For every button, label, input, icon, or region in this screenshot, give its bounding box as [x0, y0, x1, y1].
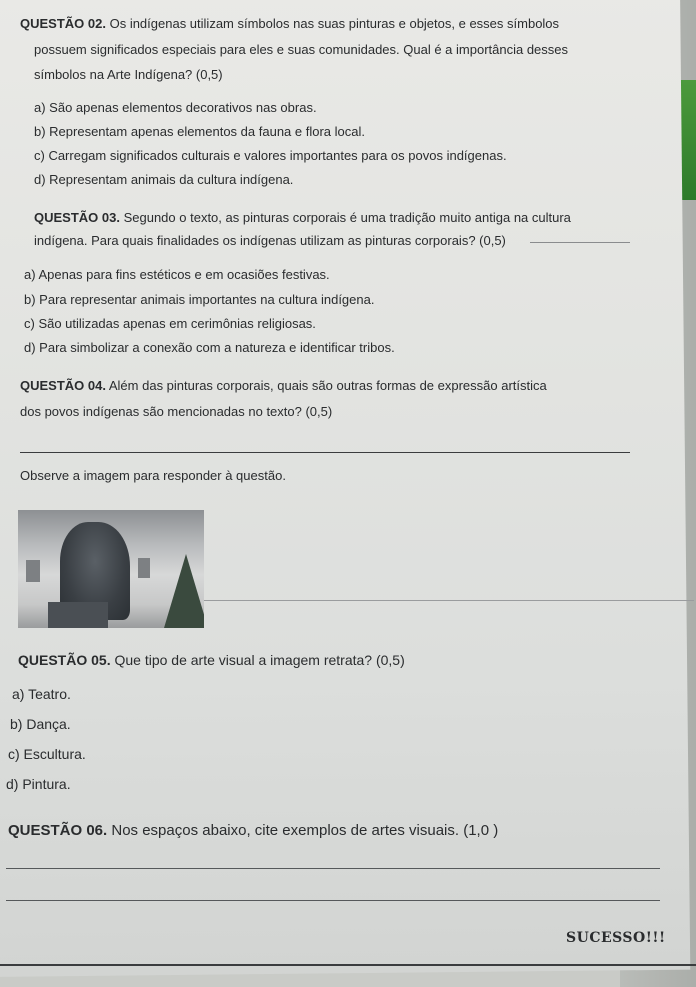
q04-line2: dos povos indígenas são mencionadas no texto? (0,5) — [20, 404, 333, 419]
answer-line — [530, 242, 630, 243]
q05-text1: Que tipo de arte visual a imagem retrata? (0,5) — [114, 652, 405, 668]
answer-line — [6, 868, 660, 869]
q05-option-b: b) Dança. — [10, 716, 71, 732]
q02-title: QUESTÃO 02. — [20, 16, 106, 31]
q03-option-b: b) Para representar animais importantes na cultura indígena. — [24, 292, 375, 307]
q04-text1: Além das pinturas corporais, quais são outras formas de expressão artística — [108, 378, 547, 393]
q04-title: QUESTÃO 04. — [20, 378, 106, 393]
q03-option-d: d) Para simbolizar a conexão com a natureza e identificar tribos. — [24, 340, 395, 355]
q03-line1 — [34, 210, 571, 226]
q04-line1 — [20, 378, 547, 394]
q03-title: QUESTÃO 03. — [34, 210, 120, 225]
q05-option-a: a) Teatro. — [12, 686, 71, 702]
observe-instruction: Observe a imagem para responder à questão. — [20, 468, 286, 483]
q05-title: QUESTÃO 05. — [18, 652, 111, 668]
q03-line2: indígena. Para quais finalidades os indígenas utilizam as pinturas corporais? (0,5) — [34, 233, 506, 248]
q03-text1: Segundo o texto, as pinturas corporais é uma tradição muito antiga na cultura — [123, 210, 571, 225]
q02-option-d: d) Representam animais da cultura indígena. — [34, 172, 294, 187]
q02-line3: símbolos na Arte Indígena? (0,5) — [34, 67, 223, 82]
q02-option-a: a) São apenas elementos decorativos nas obras. — [34, 100, 317, 115]
photo-window — [138, 558, 150, 578]
q03-option-c: c) São utilizadas apenas em cerimônias religiosas. — [24, 316, 316, 331]
q05-option-c: c) Escultura. — [8, 746, 86, 762]
answer-line — [204, 600, 694, 601]
success-message: SUCESSO!!! — [566, 930, 666, 946]
sculpture-photo — [18, 510, 204, 628]
q06-line1 — [8, 822, 498, 840]
tree — [164, 554, 204, 628]
q02-text1: Os indígenas utilizam símbolos nas suas pinturas e objetos, e esses símbolos — [109, 16, 560, 31]
q06-text1: Nos espaços abaixo, cite exemplos de artes visuais. (1,0 ) — [111, 822, 499, 839]
q02-option-b: b) Representam apenas elementos da fauna e flora local. — [34, 124, 365, 139]
photo-window — [26, 560, 40, 582]
q05-option-d: d) Pintura. — [6, 776, 71, 792]
answer-line — [6, 900, 660, 901]
statue-base — [48, 602, 108, 628]
q06-title: QUESTÃO 06. — [8, 822, 108, 839]
q02-option-c: c) Carregam significados culturais e valores importantes para os povos indígenas. — [34, 148, 507, 163]
answer-line — [20, 452, 630, 453]
q05-line1 — [18, 652, 405, 668]
page-edge-line — [0, 964, 696, 966]
q02-line1 — [20, 16, 559, 32]
q03-option-a: a) Apenas para fins estéticos e em ocasiões festivas. — [24, 267, 330, 282]
q02-line2: possuem significados especiais para eles e suas comunidades. Qual é a importância desses — [34, 42, 569, 57]
